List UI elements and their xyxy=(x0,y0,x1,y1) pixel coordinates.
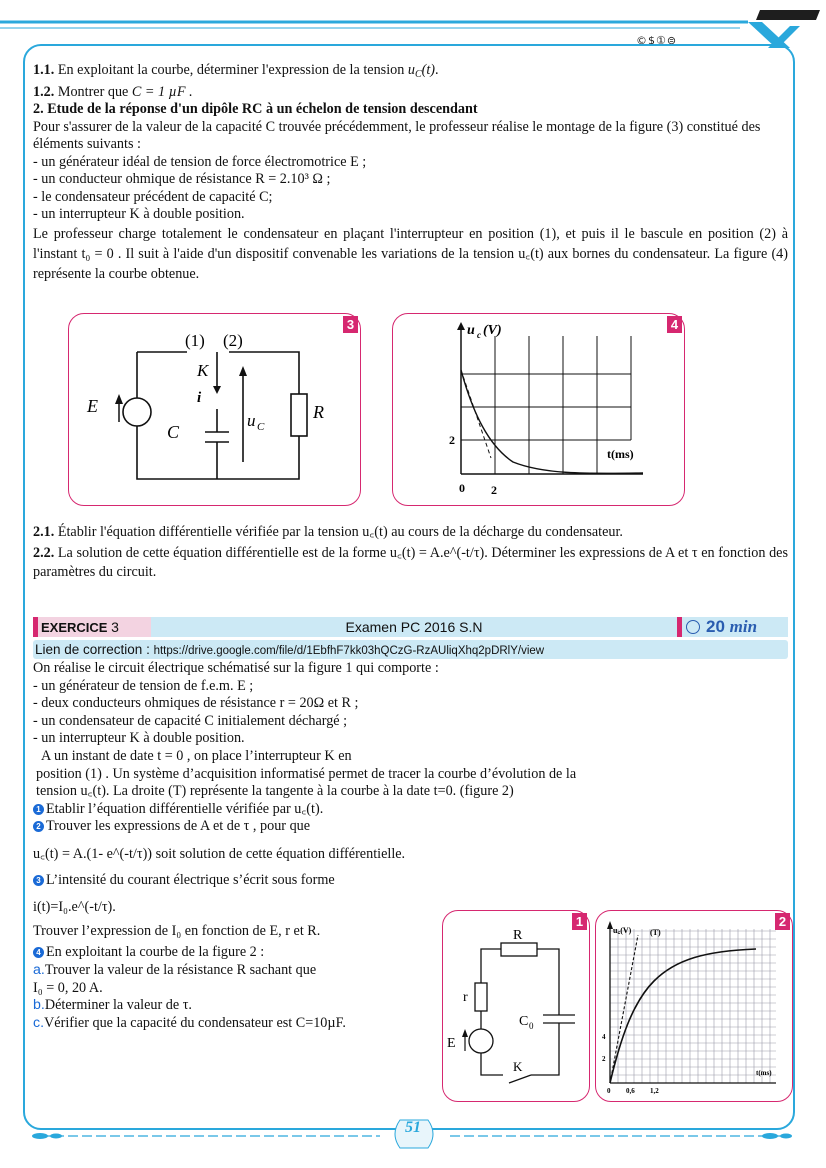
figure-3-number: 3 xyxy=(343,316,358,333)
ex3-para2: position (1) . Un système d’acquisition informatisé permet de tracer la courbe d’évolution de la xyxy=(36,765,577,782)
q2-2: 2.2. La solution de cette équation différentielle est de la forme u꜀(t) = A.e^(-t/τ). Déterminer les expressions de A et τ en fonction des paramètres du circuit. xyxy=(33,545,788,580)
ex3-q4: 4 En exploitant la courbe de la figure 2 : xyxy=(33,944,463,962)
ex3-intro: On réalise le circuit électrique schématisé sur la figure 1 qui comporte : xyxy=(33,660,439,676)
ex3-q1: 1 Etablir l’équation différentielle vérifiée par u꜀(t). xyxy=(33,801,773,819)
correction-link-bar xyxy=(33,640,788,659)
fig2-ytick-4: 4 xyxy=(602,1033,606,1041)
fig1-label-e: E xyxy=(447,1036,456,1051)
figure-4 xyxy=(392,313,685,506)
exercise-3-body xyxy=(33,660,577,1032)
bullet-3-icon: 3 xyxy=(33,875,44,886)
license-badge: ©$①⊜ xyxy=(636,34,678,47)
ex3-q2-formula: u꜀(t) = A.(1- e^(-t/τ)) soit solution de cette équation différentielle. xyxy=(33,845,406,862)
item-2: - un conducteur ohmique de résistance R = 2.10³ Ω ; xyxy=(33,171,331,187)
ex3-q4a: a.Trouver la valeur de la résistance R sachant que xyxy=(33,961,317,978)
figure-3 xyxy=(68,313,361,506)
label-k: K xyxy=(197,361,209,380)
exercise-header xyxy=(33,617,788,637)
label-uc-sub: C xyxy=(257,421,265,433)
circuit-diagram-3 xyxy=(69,314,359,504)
ex3-item-1: - un générateur de tension de f.e.m. E ; xyxy=(33,677,254,694)
label-c: C xyxy=(167,422,180,442)
label-pos1: (1) xyxy=(185,331,205,350)
exercise-duration: 20 min xyxy=(677,617,788,637)
fig2-xtick-0: 0 xyxy=(607,1087,611,1095)
exercise-label: EXERCICE 3 xyxy=(33,617,151,637)
item-1: - un générateur idéal de tension de force électromotrice E ; xyxy=(33,153,367,170)
bullet-4-icon: 4 xyxy=(33,947,44,958)
part2-title: 2. Etude de la réponse d'un dipôle RC à un échelon de tension descendant xyxy=(33,101,478,117)
item-4: - un interrupteur K à double position. xyxy=(33,206,245,222)
part2-para: Le professeur charge totalement le condensateur en plaçant l'interrupteur en position (1), et puis il le bascule en position (2) à l'instant t₀ = 0 . Il suit à l'aide d'un dispositif convenable les variations de la tension u꜀(t) aux bornes du condensateur. La figure (4) représente la courbe obtenue. xyxy=(33,225,788,282)
fig4-ylabel-unit: (V) xyxy=(483,323,502,338)
figure-4-number: 4 xyxy=(667,316,682,333)
page-number: 51 xyxy=(405,1119,421,1136)
fig4-xlabel: t(ms) xyxy=(607,447,634,461)
figure-2-number: 2 xyxy=(775,913,790,930)
ex3-q4c: c.Vérifier que la capacité du condensateur est C=10µF. xyxy=(33,1014,346,1031)
clock-icon xyxy=(686,620,700,634)
label-uc: u xyxy=(247,411,256,430)
ex3-item-4: - un interrupteur K à double position. xyxy=(33,730,245,747)
fig1-label-c0-sub: 0 xyxy=(529,1021,534,1031)
part2-questions xyxy=(33,523,788,582)
label-i: i xyxy=(197,390,202,406)
fig2-xtick-2: 1,2 xyxy=(650,1087,659,1095)
ex3-q3: 3 L’intensité du courant électrique s’écrit sous forme xyxy=(33,872,463,890)
ex3-q4b: b.Déterminer la valeur de τ. xyxy=(33,997,192,1014)
discharge-chart xyxy=(393,314,683,504)
figure-1-number: 1 xyxy=(572,913,587,930)
label-r: R xyxy=(313,402,324,422)
item-3: - le condensateur précédent de capacité C; xyxy=(33,188,273,205)
correction-link[interactable]: https://drive.google.com/file/d/1EbfhF7kk03hQCzG-RzAUliqXhq2pDRlY/view xyxy=(153,645,545,657)
fig2-tangent-label: (T) xyxy=(650,928,661,937)
fig4-xtick: 2 xyxy=(491,483,497,497)
ex3-para3: tension u꜀(t). La droite (T) représente la tangente à la courbe à la date t=0. (figure 2) xyxy=(36,783,514,800)
exercise-title: Examen PC 2016 S.N xyxy=(151,617,677,637)
fig2-ytick-2: 2 xyxy=(602,1055,606,1063)
ex3-item-3: - un condensateur de capacité C initialement déchargé ; xyxy=(33,712,348,729)
circuit-diagram-1 xyxy=(443,911,589,1101)
fig2-xtick-1: 0,6 xyxy=(626,1087,635,1095)
correction-link-label: Lien de correction : xyxy=(35,642,154,657)
fig4-ytick: 2 xyxy=(449,433,455,447)
label-e: E xyxy=(87,396,98,416)
part1-content xyxy=(33,62,788,284)
fig4-origin: 0 xyxy=(459,481,465,495)
part2-intro: Pour s'assurer de la valeur de la capacité C trouvée précédemment, le professeur réalise le montage de la figure (3) constitué des éléments suivants : xyxy=(33,118,761,152)
ex3-q3-b: Trouver l’expression de I₀ en fonction de E, r et R. xyxy=(33,922,321,939)
q1-1: 1.1. En exploitant la courbe, déterminer l'expression de la tension $u_C(t)$. xyxy=(33,62,439,80)
fig2-xlabel: t(ms) xyxy=(756,1069,772,1077)
figure-1 xyxy=(442,910,590,1102)
ex3-para1: A un instant de date t = 0 , on place l’interrupteur K en xyxy=(41,747,352,764)
fig2-ylabel: u꜀(V) xyxy=(613,926,632,935)
ex3-q3-formula: i(t)=I₀.e^(-t/τ). xyxy=(33,899,116,916)
bullet-2-icon: 2 xyxy=(33,821,44,832)
fig4-ylabel-sub: c xyxy=(477,330,481,340)
charge-chart xyxy=(596,911,792,1101)
fig1-label-R: R xyxy=(513,928,523,943)
ex3-item-2: - deux conducteurs ohmiques de résistance r = 20Ω et R ; xyxy=(33,695,359,712)
q1-2: 1.2. Montrer que C = 1 µF . xyxy=(33,83,193,100)
label-pos2: (2) xyxy=(223,331,243,350)
fig1-label-c0: C xyxy=(519,1014,529,1029)
fig4-ylabel: u xyxy=(467,323,475,338)
bullet-1-icon: 1 xyxy=(33,804,44,815)
q2-1: 2.1. Établir l'équation différentielle vérifiée par la tension u꜀(t) au cours de la décharge du condensateur. xyxy=(33,524,623,540)
ex3-q2: 2 Trouver les expressions de A et de τ , pour que xyxy=(33,818,773,836)
fig1-label-r: r xyxy=(463,990,468,1005)
ex3-q4a-b: I₀ = 0, 20 A. xyxy=(33,979,103,996)
fig1-label-k: K xyxy=(513,1059,523,1074)
figure-2 xyxy=(595,910,793,1102)
